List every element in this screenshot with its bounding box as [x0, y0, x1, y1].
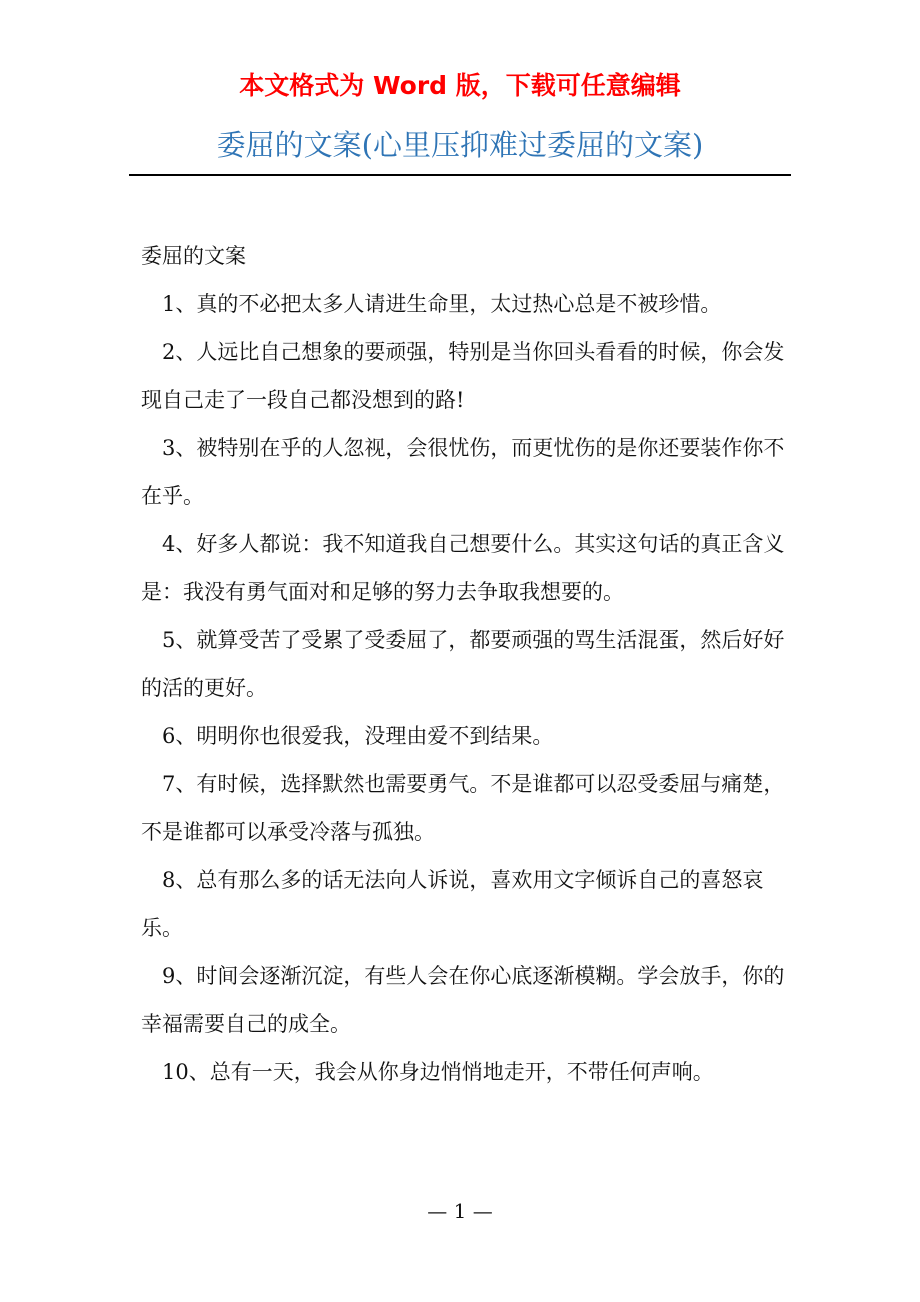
download-banner: 本文格式为 Word 版，下载可任意编辑	[239, 71, 681, 100]
list-item: 3、被特别在乎的人忽视，会很忧伤，而更忧伤的是你还要装作你不在乎。	[141, 436, 785, 508]
list-item: 10、总有一天，我会从你身边悄悄地走开，不带任何声响。	[162, 1060, 714, 1084]
document-body	[141, 232, 786, 1096]
list-item: 2、人远比自己想象的要顽强，特别是当你回头看看的时候，你会发现自己走了一段自己都没想到的路!	[141, 340, 785, 412]
list-item: 8、总有那么多的话无法向人诉说，喜欢用文字倾诉自己的喜怒哀乐。	[141, 868, 764, 940]
list-item: 5、就算受苦了受累了受委屈了，都要顽强的骂生活混蛋，然后好好的活的更好。	[141, 628, 785, 700]
document-title: 委屈的文案(心里压抑难过委屈的文案)	[216, 128, 704, 162]
page-number: — 1 —	[427, 1199, 493, 1223]
list-item: 9、时间会逐渐沉淀，有些人会在你心底逐渐模糊。学会放手，你的幸福需要自己的成全。	[141, 964, 785, 1036]
list-item: 6、明明你也很爱我，没理由爱不到结果。	[162, 724, 554, 748]
list-item: 1、真的不必把太多人请进生命里，太过热心总是不被珍惜。	[162, 292, 722, 316]
list-item: 7、有时候，选择默然也需要勇气。不是谁都可以忍受委屈与痛楚，不是谁都可以承受冷落与孤独。	[141, 772, 785, 844]
title-underline	[129, 174, 791, 176]
list-item: 4、好多人都说：我不知道我自己想要什么。其实这句话的真正含义是：我没有勇气面对和足够的努力去争取我想要的。	[141, 532, 785, 604]
section-heading: 委屈的文案	[141, 244, 246, 268]
